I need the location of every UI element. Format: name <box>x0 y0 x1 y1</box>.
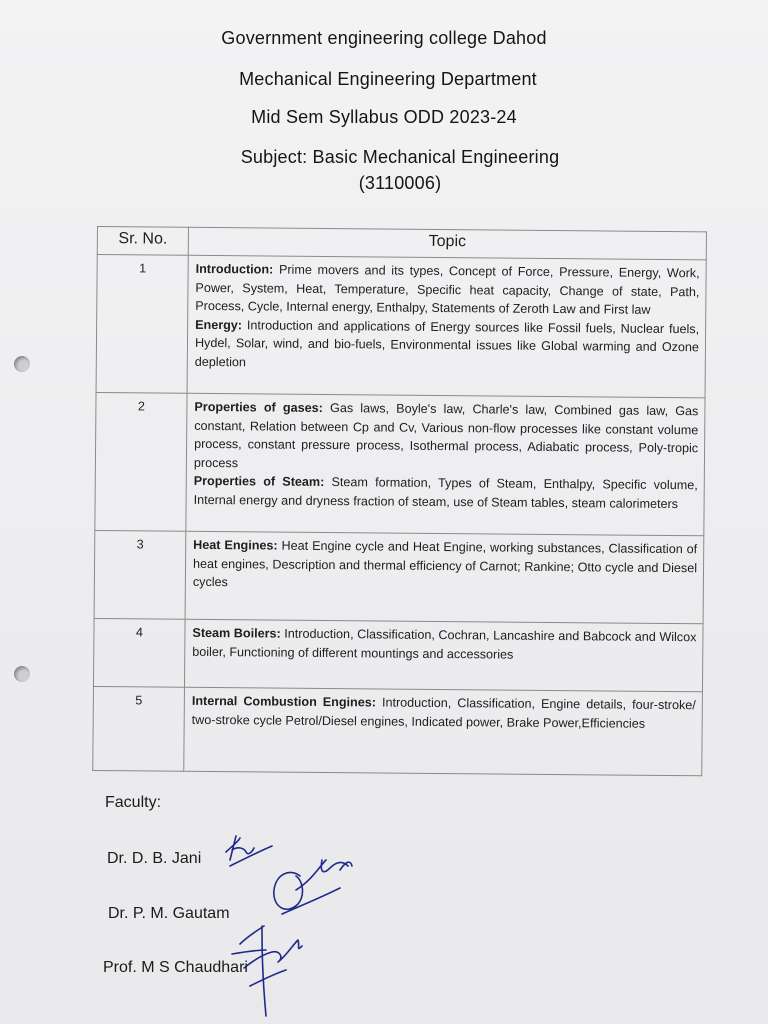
topic-text: Gas laws, Boyle's law, Charle's law, Combined gas law, Gas constant, Relation between Cp and Cv, Various non-flow processes like constant volume process, constant pressure process, Isothermal process, Adiabatic process, Poly-tropic process <box>193 400 699 470</box>
faculty-heading: Faculty: <box>105 794 162 811</box>
department-name: Mechanical Engineering Department <box>239 69 537 89</box>
subject-code: (3110006) <box>358 173 442 193</box>
signature-jani <box>226 836 272 866</box>
serial-number: 2 <box>95 392 187 531</box>
serial-number: 5 <box>93 686 185 771</box>
topic-label: Introduction: <box>195 261 274 277</box>
serial-number: 1 <box>96 255 188 394</box>
signature-chaudhari <box>232 926 302 1016</box>
topic-label: Steam Boilers: <box>192 625 281 641</box>
topic-text: Prime movers and its types, Concept of Force, Pressure, Energy, Work, Power, System, Heat, Temperature, Specific heat capacity, Change of state, Path, Process, Cycle, Internal energy, Enthalpy, Statements of Zeroth Law and First law <box>195 262 700 317</box>
faculty-member: Prof. M S Chaudhari <box>103 959 248 976</box>
topic-text: Steam formation, Types of Steam, Enthalpy, Specific volume, Internal energy and dryness fraction of steam, use of Steam tables, steam calorimeters <box>193 474 698 511</box>
serial-number: 4 <box>93 618 185 687</box>
signature-gautam <box>274 860 352 914</box>
college-name: Government engineering college Dahod <box>221 28 547 48</box>
topic-label: Properties of Steam: <box>193 473 325 489</box>
topic-label: Internal Combustion Engines: <box>191 693 377 710</box>
faculty-member: Dr. D. B. Jani <box>107 850 202 867</box>
topic-label: Heat Engines: <box>193 537 278 553</box>
faculty-member: Dr. P. M. Gautam <box>108 905 230 922</box>
topic-text: Introduction and applications of Energy sources like Fossil fuels, Nuclear fuels, Hydel, Solar, wind, and bio-fuels, Environmental issues like Global warming and Ozone depletion <box>194 317 700 369</box>
serial-number: 3 <box>94 530 186 619</box>
subject-title: Subject: Basic Mechanical Engineering <box>240 147 560 167</box>
column-header-topic: Topic <box>188 227 706 260</box>
topic-label: Properties of gases: <box>194 399 323 415</box>
column-header-sr-no: Sr. No. <box>97 227 188 256</box>
topic-label: Energy: <box>195 317 243 332</box>
topic-text: Introduction, Classification, Cochran, Lancashire and Babcock and Wilcox boiler, Functioning of different mountings and accessories <box>192 626 697 662</box>
syllabus-title: Mid Sem Syllabus ODD 2023-24 <box>251 107 517 127</box>
topic-text: Heat Engine cycle and Heat Engine, working substances, Classification of heat engines, Description and thermal efficiency of Carnot; Rankine; Otto cycle and Diesel cycles <box>192 538 698 590</box>
topic-text: Introduction, Classification, Engine details, four-stroke/ two-stroke cycle Petrol/Diesel engines, Indicated power, Brake Power,Efficiencies <box>191 695 696 731</box>
